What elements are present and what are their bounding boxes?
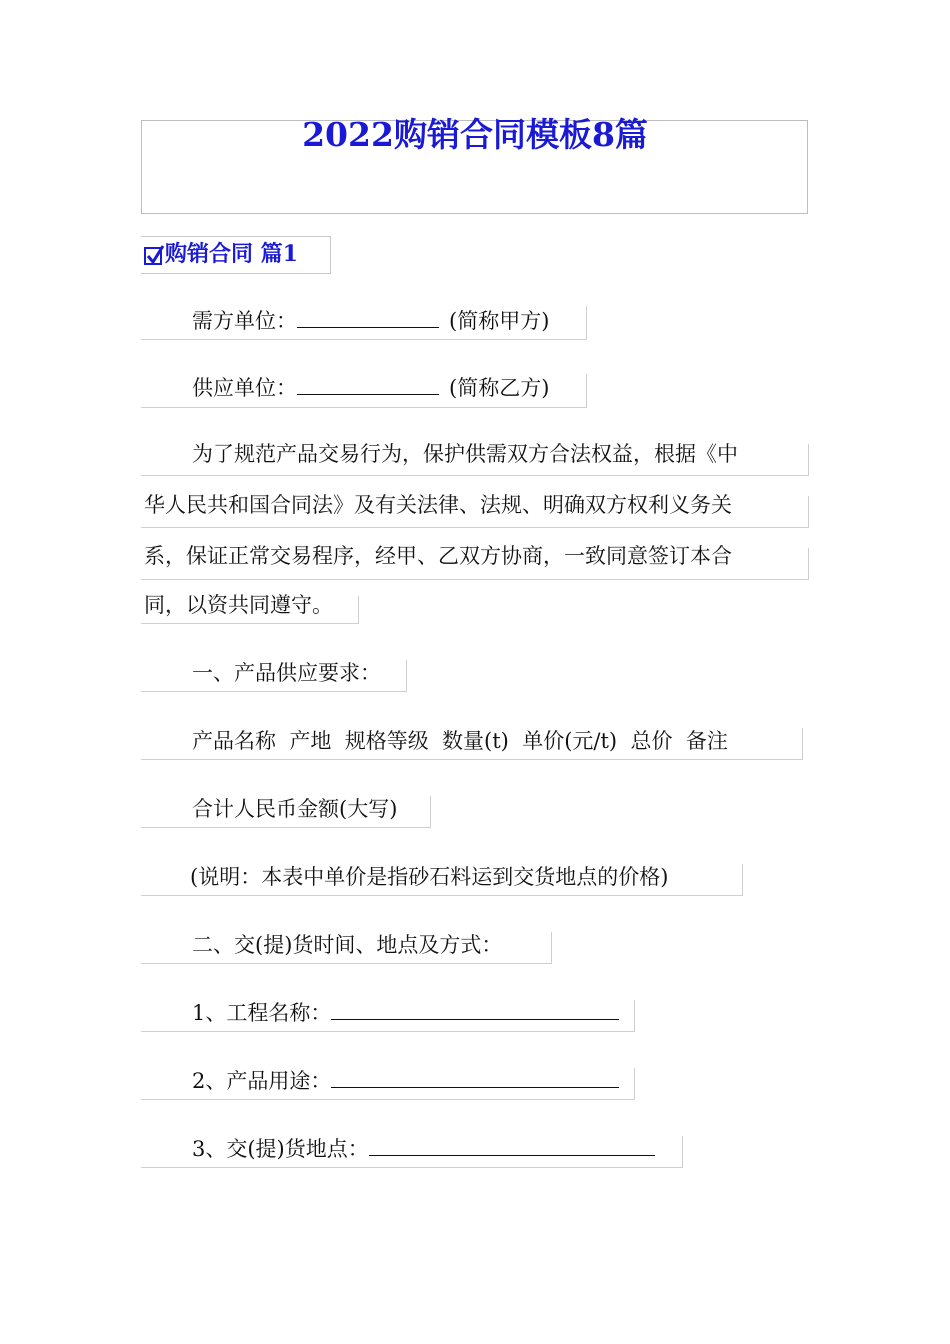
project-name-blank[interactable]	[331, 998, 619, 1020]
total-line	[144, 794, 397, 824]
item1-heading	[144, 658, 381, 688]
product-use-label: 2、产品用途：	[192, 1069, 332, 1093]
item1-heading-text: 一、产品供应要求：	[192, 661, 381, 685]
project-name-line	[144, 998, 619, 1028]
buyer-suffix: (简称甲方)	[449, 309, 550, 333]
buyer-blank[interactable]	[297, 306, 439, 328]
intro-paragraph	[144, 428, 812, 632]
buyer-label: 需方单位：	[192, 309, 297, 333]
item2-heading	[144, 930, 502, 960]
delivery-place-label: 3、交(提)货地点：	[192, 1137, 369, 1161]
supplier-line	[144, 373, 549, 403]
section-heading	[144, 236, 298, 272]
product-use-blank[interactable]	[331, 1066, 619, 1088]
supplier-label: 供应单位：	[192, 376, 297, 400]
supplier-suffix: (简称乙方)	[449, 376, 550, 400]
table-header	[144, 726, 728, 756]
intro-line: 同，以资共同遵守。	[144, 593, 333, 617]
product-use-line	[144, 1066, 619, 1096]
project-name-label: 1、工程名称：	[192, 1001, 332, 1025]
buyer-line	[144, 306, 549, 336]
delivery-place-line	[144, 1134, 655, 1164]
total-label: 合计人民币金额(大写)	[192, 797, 398, 821]
note-line	[190, 862, 668, 892]
table-header-text: 产品名称 产地 规格等级 数量(t) 单价(元/t) 总价 备注	[192, 729, 728, 753]
note-text: (说明：本表中单价是指砂石料运到交货地点的价格)	[190, 865, 669, 889]
checkbox-checked-icon	[144, 247, 162, 265]
section-heading-text: 购销合同 篇1	[165, 241, 298, 267]
supplier-blank[interactable]	[297, 373, 439, 395]
delivery-place-blank[interactable]	[369, 1134, 655, 1156]
intro-line: 为了规范产品交易行为，保护供需双方合法权益，根据《中	[192, 442, 738, 466]
intro-line: 系，保证正常交易程序，经甲、乙双方协商，一致同意签订本合	[144, 544, 732, 568]
document-title: 2022购销合同模板8篇	[302, 115, 648, 154]
intro-line: 华人民共和国合同法》及有关法律、法规、明确双方权利义务关	[144, 493, 732, 517]
item2-heading-text: 二、交(提)货时间、地点及方式：	[192, 933, 503, 957]
